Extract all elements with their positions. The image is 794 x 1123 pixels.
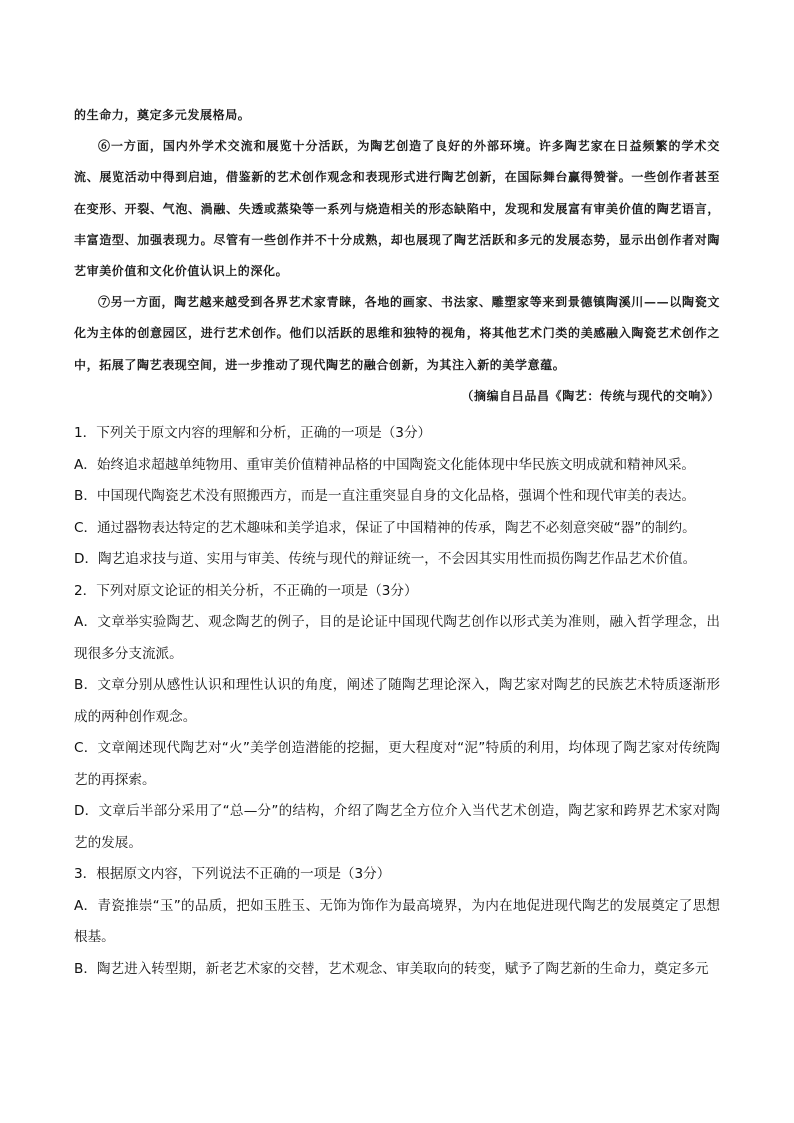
passage-line: 的生命力，奠定多元发展格局。	[74, 108, 251, 122]
option-d: D．陶艺追求技与道、实用与审美、传统与现代的辩证统一，不会因其实用性而损伤陶艺作品艺术价值。	[74, 551, 697, 567]
option-a: A．青瓷推崇“玉”的品质，把如玉胜玉、无饰为饰作为最高境界，为内在地促进现代陶艺的发展奠定了思想根基。	[74, 897, 720, 945]
option-c: C．文章阐述现代陶艺对“火”美学创造潜能的挖掘，更大程度对“泥”特质的利用，均体现了陶艺家对传统陶艺的再探索。	[74, 740, 720, 788]
question-stem: 2．下列对原文论证的相关分析，不正确的一项是（3分）	[74, 582, 418, 599]
passage-source: （摘编自吕品昌《陶艺：传统与现代的交响》）	[461, 388, 720, 403]
option-a: A．文章举实验陶艺、观念陶艺的例子，目的是论证中国现代陶艺创作以形式美为准则，融入哲学理念，出现很多分支流派。	[74, 614, 720, 662]
passage-paragraph-6: ⑥一方面，国内外学术交流和展览十分活跃，为陶艺创造了良好的外部环境。许多陶艺家在日益频繁的学术交流、展览活动中得到启迪，借鉴新的艺术创作观念和表现形式进行陶艺创新，在国际舞台赢得赞誉。一些创作者甚至在变形、开裂、气泡、渦融、失透或蒸染等一系列与烧造相关的形态缺陷中，发现和发展富有审美价值的陶艺语言，丰富造型、加强表现力。尽管有一些创作并不十分成熟，却也展现了陶艺活跃和多元的发展态势，显示出创作者对陶艺审美价值和文化价值认识上的深化。	[74, 139, 720, 279]
question-stem: 3．根据原文内容，下列说法不正确的一项是（3分）	[74, 866, 391, 882]
option-b: B．陶艺进入转型期，新老艺术家的交替，艺术观念、审美取向的转变，赋予了陶艺新的生命力，奠定多元	[74, 960, 709, 977]
question-2	[74, 576, 720, 860]
reading-passage	[74, 100, 720, 412]
question-3	[74, 859, 720, 985]
question-stem: 1．下列关于原文内容的理解和分析，正确的一项是（3分）	[74, 425, 432, 441]
passage-paragraph-7: ⑦另一方面，陶艺越来越受到各界艺术家青睐，各地的画家、书法家、雕塑家等来到景德镇陶溪川——以陶瓷文化为主体的创意园区，进行艺术创作。他们以活跃的思维和独特的视角，将其他艺术门类的美感融入陶瓷艺术创作之中，拓展了陶艺表现空间，进一步推动了现代陶艺的融合创新，为其注入新的美学意蕴。	[74, 295, 720, 372]
question-1	[74, 418, 720, 576]
option-d: D．文章后半部分采用了“总—分”的结构，介绍了陶艺全方位介入当代艺术创造，陶艺家和跨界艺术家对陶艺的发展。	[74, 803, 720, 851]
question-list	[74, 418, 720, 985]
option-b: B．文章分别从感性认识和理性认识的角度，阐述了随陶艺理论深入，陶艺家对陶艺的民族艺术特质逐渐形成的两种创作观念。	[74, 677, 720, 725]
option-c: C．通过器物表达特定的艺术趣味和美学追求，保证了中国精神的传承，陶艺不必刻意突破“器”的制约。	[74, 519, 696, 536]
option-b: B．中国现代陶瓷艺术没有照搬西方，而是一直注重突显自身的文化品格，强调个性和现代审美的表达。	[74, 488, 696, 504]
option-a: A．始终追求超越单纯物用、重审美价值精神品格的中国陶瓷文化能体现中华民族文明成就和精神风采。	[74, 456, 696, 473]
